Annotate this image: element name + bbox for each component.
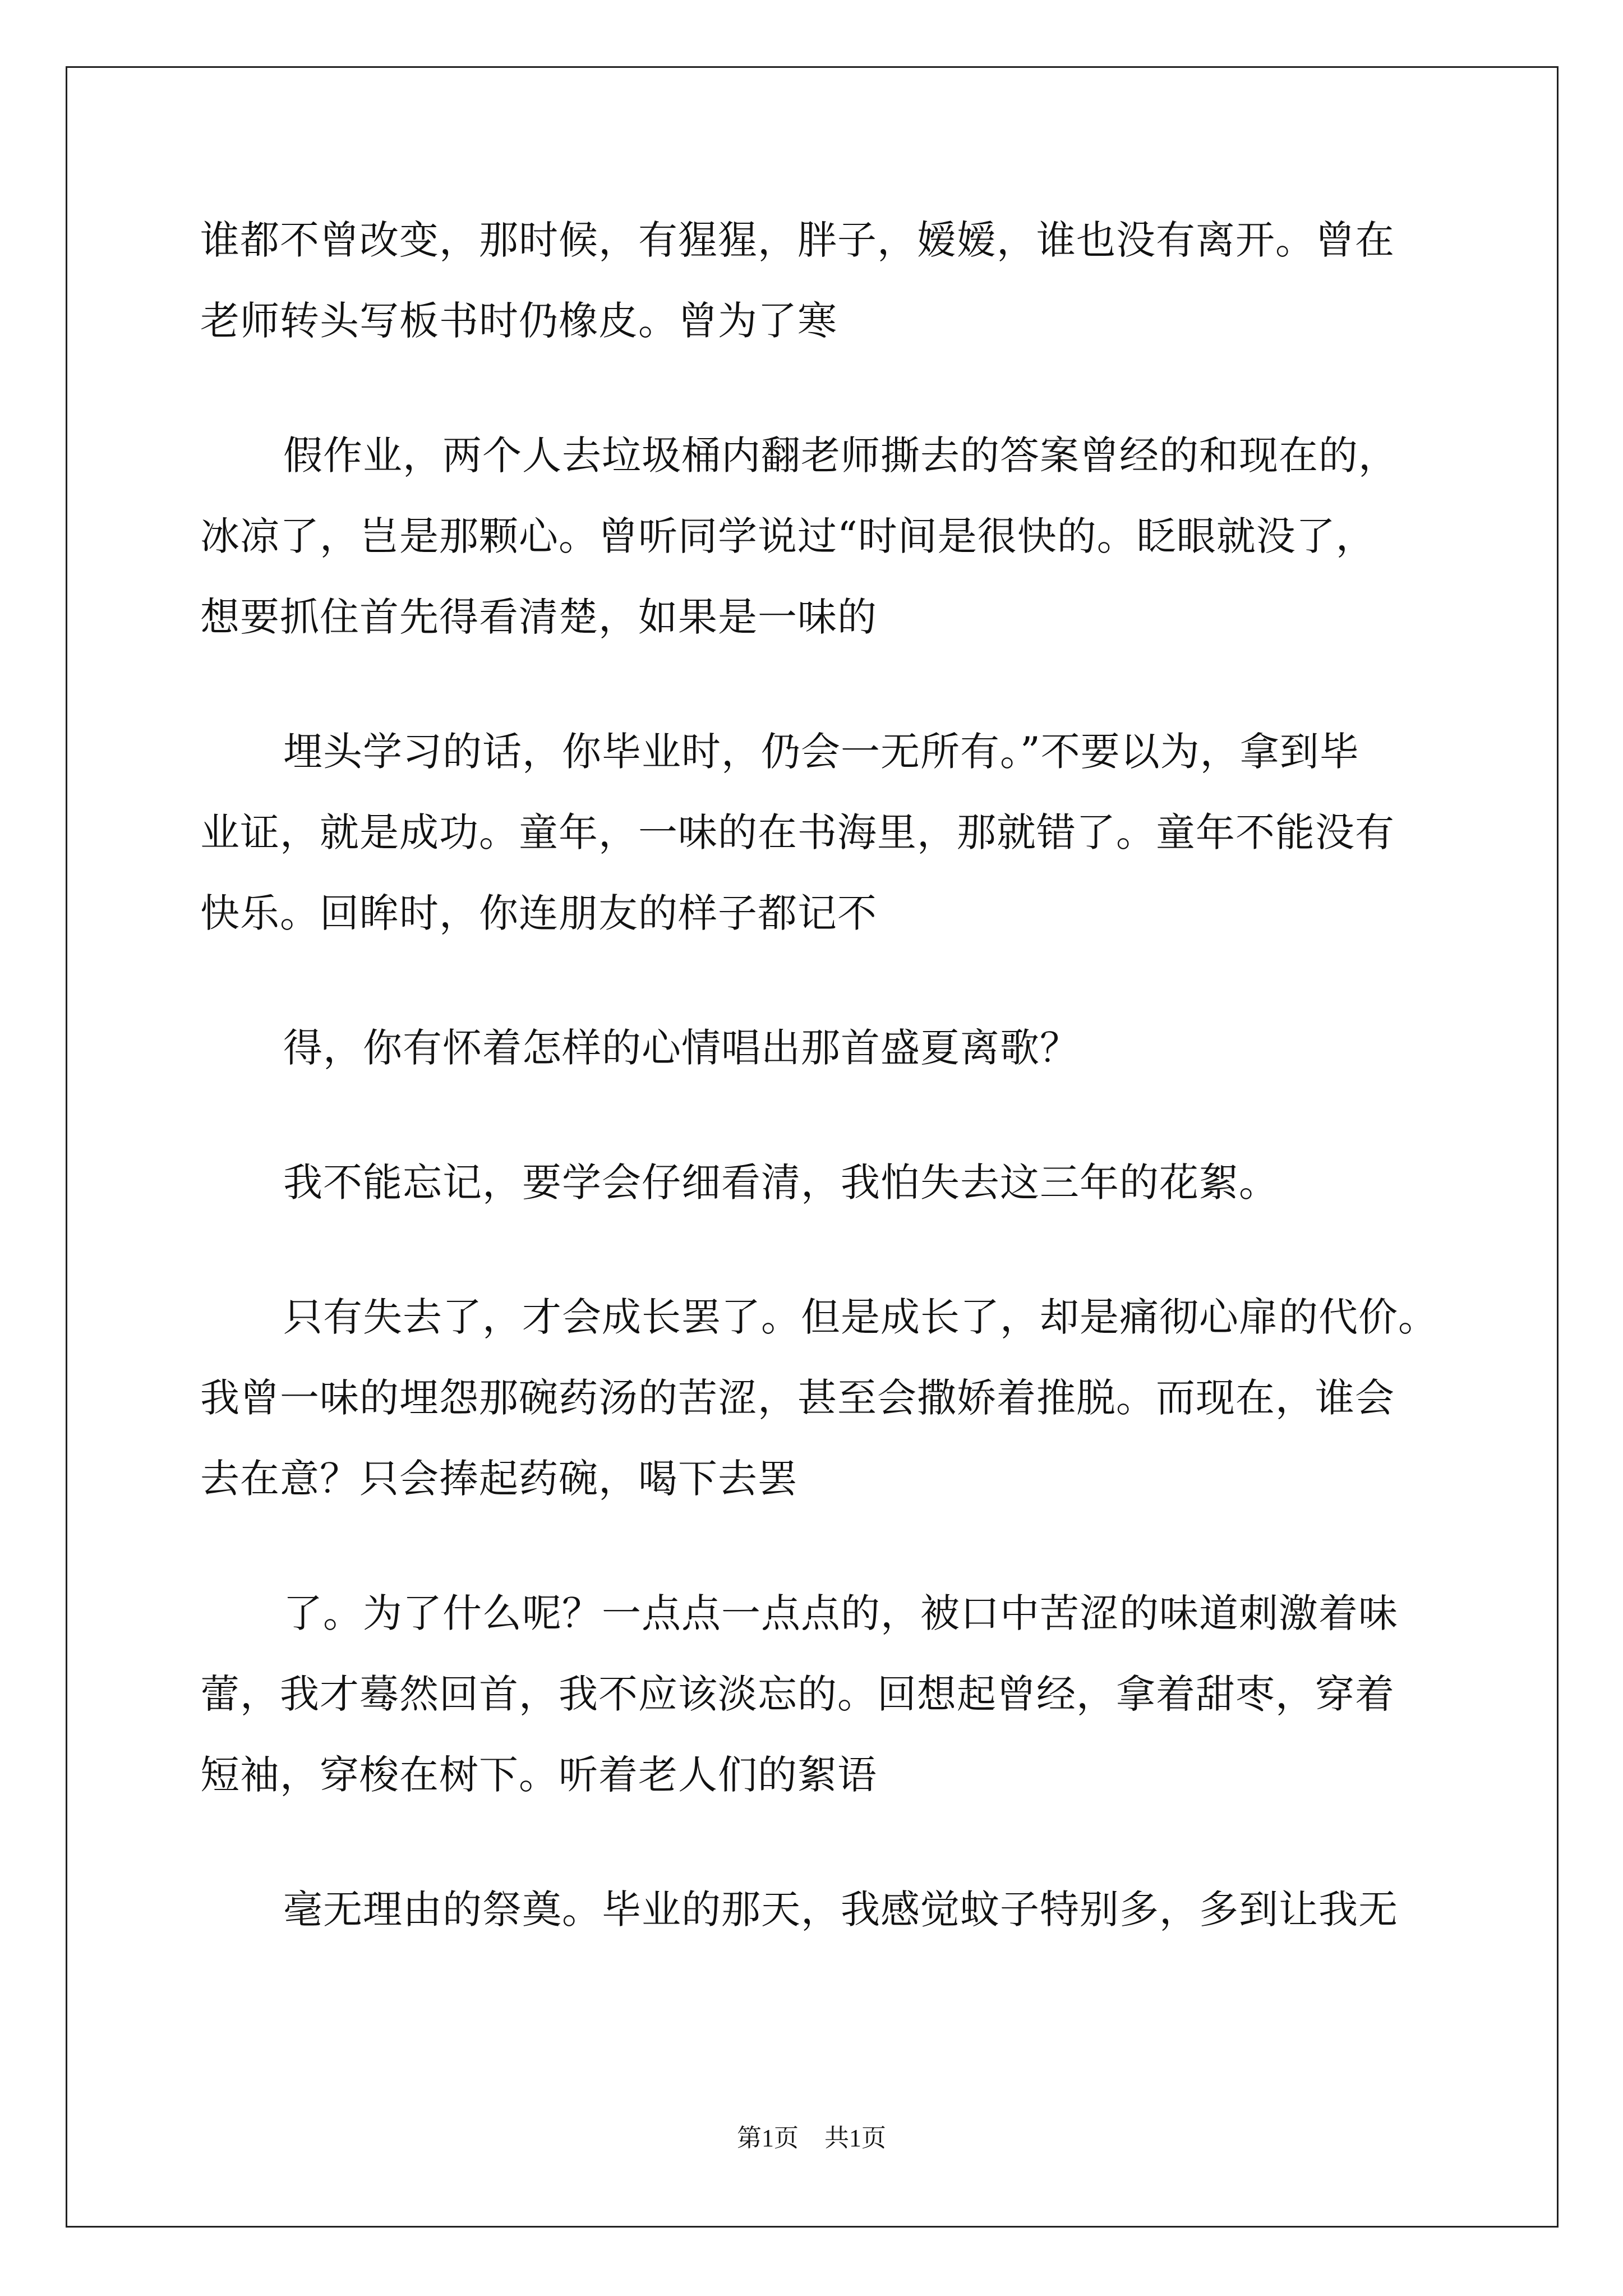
text-line: 假作业，两个人去垃圾桶内翻老师撕去的答案曾经的和现在的， [283, 432, 1398, 478]
text-line: 去在意？只会捧起药碗，喝下去罢 [200, 1456, 797, 1502]
text-line: 业证，就是成功。童年，一味的在书海里，那就错了。童年不能没有 [200, 809, 1395, 855]
text-line: 毫无理由的祭奠。毕业的那天，我感觉蚊子特别多，多到让我无 [283, 1887, 1398, 1932]
text-line: 老师转头写板书时仍橡皮。曾为了寒 [200, 298, 837, 344]
text-line: 冰凉了，岂是那颗心。曾听同学说过“时间是很快的。眨眼就没了， [200, 513, 1376, 559]
text-line: 只有失去了，才会成长罢了。但是成长了，却是痛彻心扉的代价。 [283, 1294, 1438, 1340]
text-line: 快乐。回眸时，你连朋友的样子都记不 [200, 890, 877, 936]
text-line: 了。为了什么呢？一点点一点点的，被口中苦涩的味道刺激着味 [283, 1590, 1398, 1636]
text-line: 想要抓住首先得看清楚，如果是一味的 [200, 594, 877, 640]
text-line: 得，你有怀着怎样的心情唱出那首盛夏离歌？ [283, 1025, 1080, 1071]
text-line: 埋头学习的话，你毕业时，仍会一无所有。”不要以为，拿到毕 [283, 729, 1359, 775]
text-line: 蕾，我才蓦然回首，我不应该淡忘的。回想起曾经，拿着甜枣，穿着 [200, 1671, 1395, 1717]
page-footer [0, 2122, 1623, 2155]
text-line: 我不能忘记，要学会仔细看清，我怕失去这三年的花絮。 [283, 1159, 1279, 1205]
page-number: 第1页 [737, 2124, 799, 2152]
text-line: 短袖，穿梭在树下。听着老人们的絮语 [200, 1752, 877, 1798]
page-total: 共1页 [824, 2124, 886, 2152]
text-line: 谁都不曾改变，那时候，有猩猩，胖子，嫒嫒，谁也没有离开。曾在 [200, 217, 1395, 263]
text-line: 我曾一味的埋怨那碗药汤的苦涩，甚至会撒娇着推脱。而现在，谁会 [200, 1375, 1395, 1421]
